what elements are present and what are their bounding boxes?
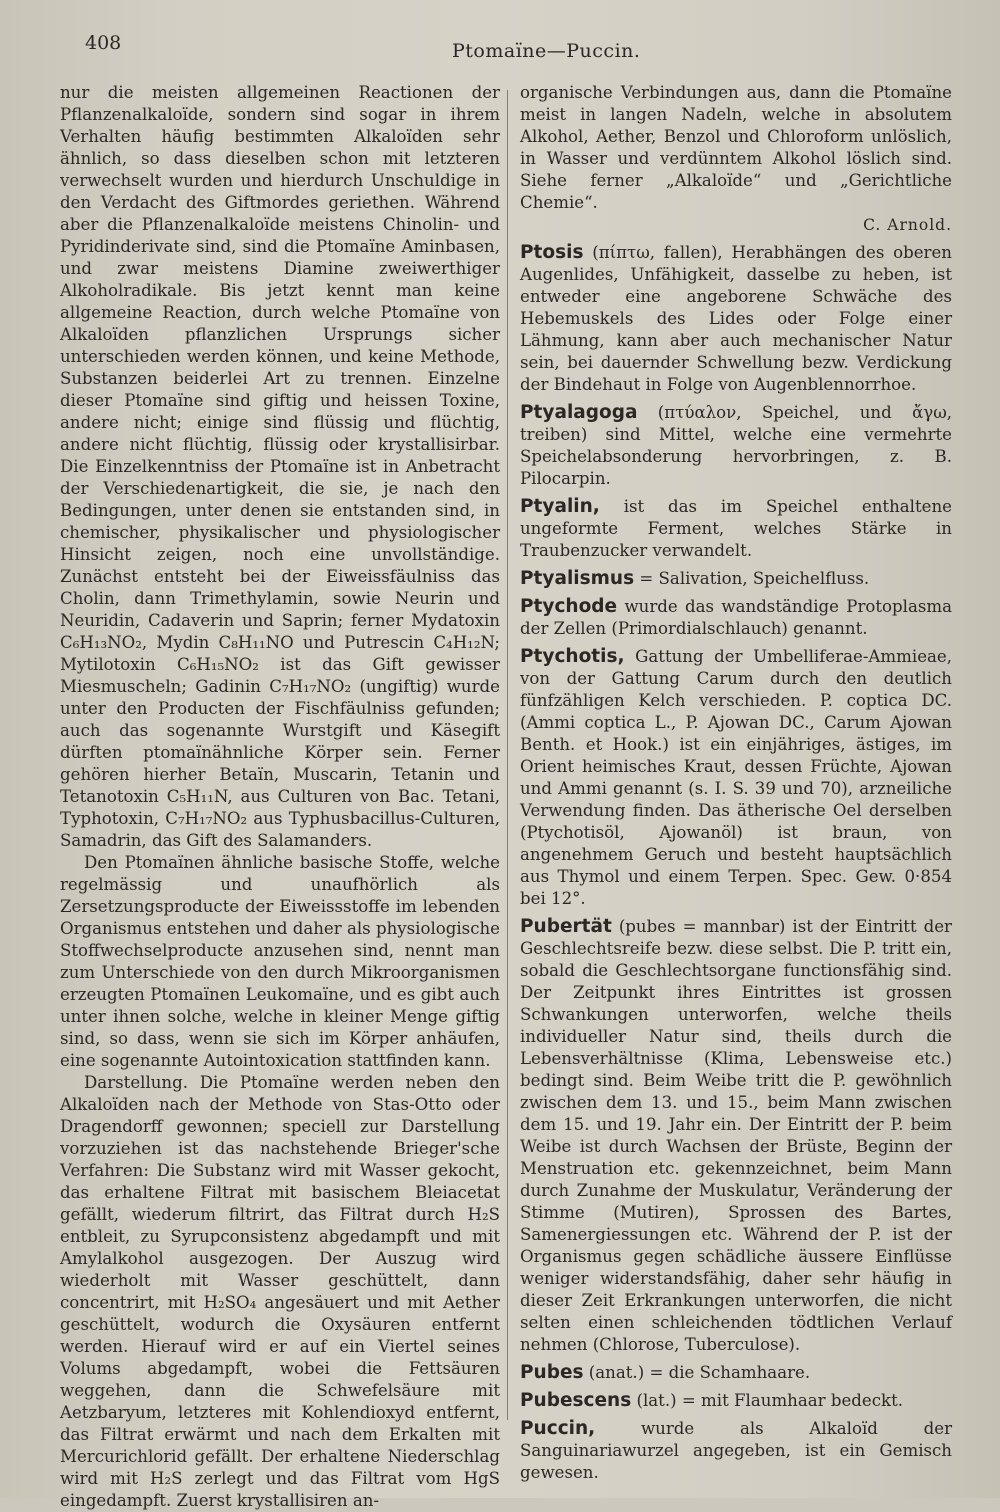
paragraph-leukomaine: Den Ptomaïnen ähnliche basische Stoffe, welche regelmässig und unaufhörlich als Zersetzungsproducte der Eiweissstoffe im lebenden Organismus entstehen und daher als physiologische Stoffwechselproducte anzusehen sind, nennt man zum Unterschiede von den durch Mikroorganismen erzeugten Ptomaïnen Leukomaïne, und es gibt auch unter ihnen solche, welche in kleiner Menge giftig sind, so dass, wenn sie sich im Körper anhäufen, eine sogenannte Autointoxication stattfinden kann. <box>60 853 500 1070</box>
entry-text: ist das im Speichel enthaltene ungeformte Ferment, welches Stärke in Traubenzucker verwandelt. <box>520 497 952 560</box>
headword: Pubertät <box>520 916 612 937</box>
headword: Ptyalismus <box>520 568 635 589</box>
entry-text: (lat.) = mit Flaumhaar bedeckt. <box>631 1391 904 1410</box>
entry-text: (pubes = mannbar) ist der Eintritt der Geschlechtsreife bezw. diese selbst. Die P. tritt ein, sobald die Geschlechtsorgane functionsfähig sind. Der Zeitpunkt ihres Eintrittes ist grossen Schwankungen unterworfen, welche theils individueller Natur sind, theils durch die Lebensverhältnisse (Klima, Lebensweise etc.) bedingt sind. Beim Weibe tritt die P. gewöhnlich zwischen dem 13. und 15., beim Mann zwischen dem 15. und 19. Jahr ein. Der Eintritt der P. beim Weibe ist durch Wachsen der Brüste, Beginn der Menstruation etc. gekennzeichnet, beim Mann durch Zunahme der Muskulatur, Veränderung der Stimme (Mutiren), Sprossen des Bartes, Samenergiessungen etc. Während der P. ist der Organismus gegen schädliche äussere Einflüsse weniger widerstandsfähig, daher sehr häufig in dieser Zeit Erkrankungen unterworfen, die nicht selten einen schleichenden tödtlichen Verlauf nehmen (Chlorose, Tuberculose). <box>520 917 952 1354</box>
entry-text: Gattung der Umbelliferae-Ammieae, von der Gattung Carum durch den deutlich fünfzähligen Kelch verschieden. P. coptica DC. (Ammi coptica L., P. Ajowan DC., Carum Ajowan Benth. et Hook.) ist ein einjähriges, ästiges, im Orient heimisches Kraut, dessen Früchte, Ajowan und Ammi genannt (s. I. S. 39 und 70), arzneiliche Verwendung finden. Das ätherische Oel derselben (Ptychotisöl, Ajowanöl) ist braun, von angenehmem Geruch und besteht hauptsächlich aus Thymol und einem Terpen. Spec. Gew. 0·854 bei 12°. <box>520 647 952 908</box>
entry-text: (πτύαλον, Speichel, und ἄγω, treiben) sind Mittel, welche eine vermehrte Speichelabsonderung hervorbringen, z. B. Pilocarpin. <box>520 403 952 488</box>
entry-ptychotis <box>520 646 952 910</box>
paragraph-ptomaine-continued: nur die meisten allgemeinen Reactionen der Pflanzenalkaloïde, sondern sind sogar in ihrem Verhalten häufig bestimmten Alkaloïden sehr ähnlich, so dass dieselben schon mit letzteren verwechselt wurden und hierdurch Unschuldige in den Verdacht des Giftmordes geriethen. Während aber die Pflanzenalkaloïde meistens Chinolin- und Pyridinderivate sind, sind die Ptomaïne Aminbasen, und zwar meistens Diamine zweiwerthiger Alkoholradikale. Bis jetzt kennt man keine allgemeine Reaction, durch welche Ptomaïne von Alkaloïden pflanzlichen Ursprungs sicher unterschieden werden können, und keine Methode, Substanzen beiderlei Art zu trennen. Einzelne dieser Ptomaïne sind giftig und heissen Toxine, andere nicht; einige sind flüssig und flüchtig, andere nicht flüchtig, flüssig oder krystallisirbar. Die Einzelkenntniss der Ptomaïne ist in Anbetracht der Verschiedenartigkeit, die sie, je nach den Bedingungen, unter denen sie entstanden sind, in chemischer, physikalischer und physiologischer Hinsicht zeigen, noch eine unvollständige. Zunächst entsteht bei der Eiweissfäulniss das Cholin, dann Trimethylamin, sowie Neurin und Neuridin, Cadaverin und Saprin; ferner Mydatoxin C₆H₁₃NO₂, Mydin C₈H₁₁NO und Putrescin C₄H₁₂N; Mytilotoxin C₆H₁₅NO₂ ist das Gift gewisser Miesmuscheln; Gadinin C₇H₁₇NO₂ (ungiftig) wurde unter den Producten der Fischfäulniss gefunden; auch das sogenannte Wurstgift und Käsegift dürften ptomaïnähnliche Körper sein. Ferner gehören hierher Betaïn, Muscarin, Tetanin und Tetanotoxin C₅H₁₁N, aus Culturen von Bac. Tetani, Typhotoxin, C₇H₁₇NO₂ aus Typhusbacillus-Culturen, Samadrin, das Gift des Salamanders. <box>60 83 500 850</box>
entry-puccin <box>520 1418 952 1484</box>
headword: Ptyalagoga <box>520 402 638 423</box>
right-column <box>520 82 952 1490</box>
headword: Ptychotis, <box>520 646 625 667</box>
entry-pubertaet <box>520 916 952 1356</box>
running-title: Ptomaïne—Puccin. <box>452 40 641 62</box>
column-divider <box>507 90 508 1420</box>
entry-pubescens <box>520 1390 952 1412</box>
entry-ptyalin <box>520 496 952 562</box>
paragraph-ptomaine-end: organische Verbindungen aus, dann die Ptomaïne meist in langen Nadeln, welche in absolutem Alkohol, Aether, Benzol und Chloroform unlöslich, in Wasser und verdünntem Alkohol löslich sind. Siehe ferner „Alkaloïde“ und „Gerichtliche Chemie“. <box>520 83 952 212</box>
entry-pubes <box>520 1362 952 1384</box>
entry-text: = Salivation, Speichelfluss. <box>634 569 870 588</box>
paragraph-darstellung: Darstellung. Die Ptomaïne werden neben den Alkaloïden nach der Methode von Stas-Otto oder Dragendorff gewonnen; speciell zur Darstellung vorzuziehen ist das nachstehende Brieger'sche Verfahren: Die Substanz wird mit Wasser gekocht, das erhaltene Filtrat mit basischem Bleiacetat gefällt, wiederum filtrirt, das Filtrat durch H₂S entbleit, zu Syrupconsistenz abgedampft und mit Amylalkohol ausgezogen. Der Auszug wird wiederholt mit Wasser geschüttelt, dann concentrirt, mit H₂SO₄ angesäuert und mit Aether geschüttelt, wodurch die Oxysäuren entfernt werden. Hierauf wird er auf ein Viertel seines Volums abgedampft, wobei die Fettsäuren weggehen, dann die Schwefelsäure mit Aetzbaryum, letzteres mit Kohlendioxyd entfernt, das Filtrat erwärmt und nach dem Erkalten mit Mercurichlorid gefällt. Der erhaltene Niederschlag wird mit H₂S zerlegt und das Filtrat vom HgS eingedampft. Zuerst krystallisiren an- <box>60 1073 500 1510</box>
entry-text: wurde als Alkaloïd der Sanguinariawurzel angegeben, ist ein Gemisch gewesen. <box>520 1419 952 1482</box>
entry-ptyalagoga <box>520 402 952 490</box>
left-column <box>60 82 500 1512</box>
headword: Pubescens <box>520 1390 632 1411</box>
entry-ptychode <box>520 596 952 640</box>
headword: Pubes <box>520 1362 584 1383</box>
entry-text: wurde das wandständige Protoplasma der Zellen (Primordialschlauch) genannt. <box>520 597 952 638</box>
author-signature: C. Arnold. <box>863 216 952 234</box>
headword: Ptychode <box>520 596 618 617</box>
entry-ptyalismus <box>520 568 952 590</box>
headword: Ptosis <box>520 242 584 263</box>
page-number: 408 <box>85 32 122 54</box>
entry-ptosis <box>520 242 952 396</box>
page-header <box>0 26 1000 66</box>
entry-text: (anat.) = die Schamhaare. <box>583 1363 811 1382</box>
headword: Puccin, <box>520 1418 596 1439</box>
headword: Ptyalin, <box>520 496 600 517</box>
entry-text: (πίπτω, fallen), Herabhängen des oberen Augenlides, Unfähigkeit, dasselbe zu heben, ist entweder eine angeborene Schwäche des Hebemuskels des Lides oder Folge einer Lähmung, kann aber auch mechanischer Natur sein, bei dauernder Schwellung bezw. Verdickung der Bindehaut in Folge von Augenblennorrhoe. <box>520 243 952 394</box>
